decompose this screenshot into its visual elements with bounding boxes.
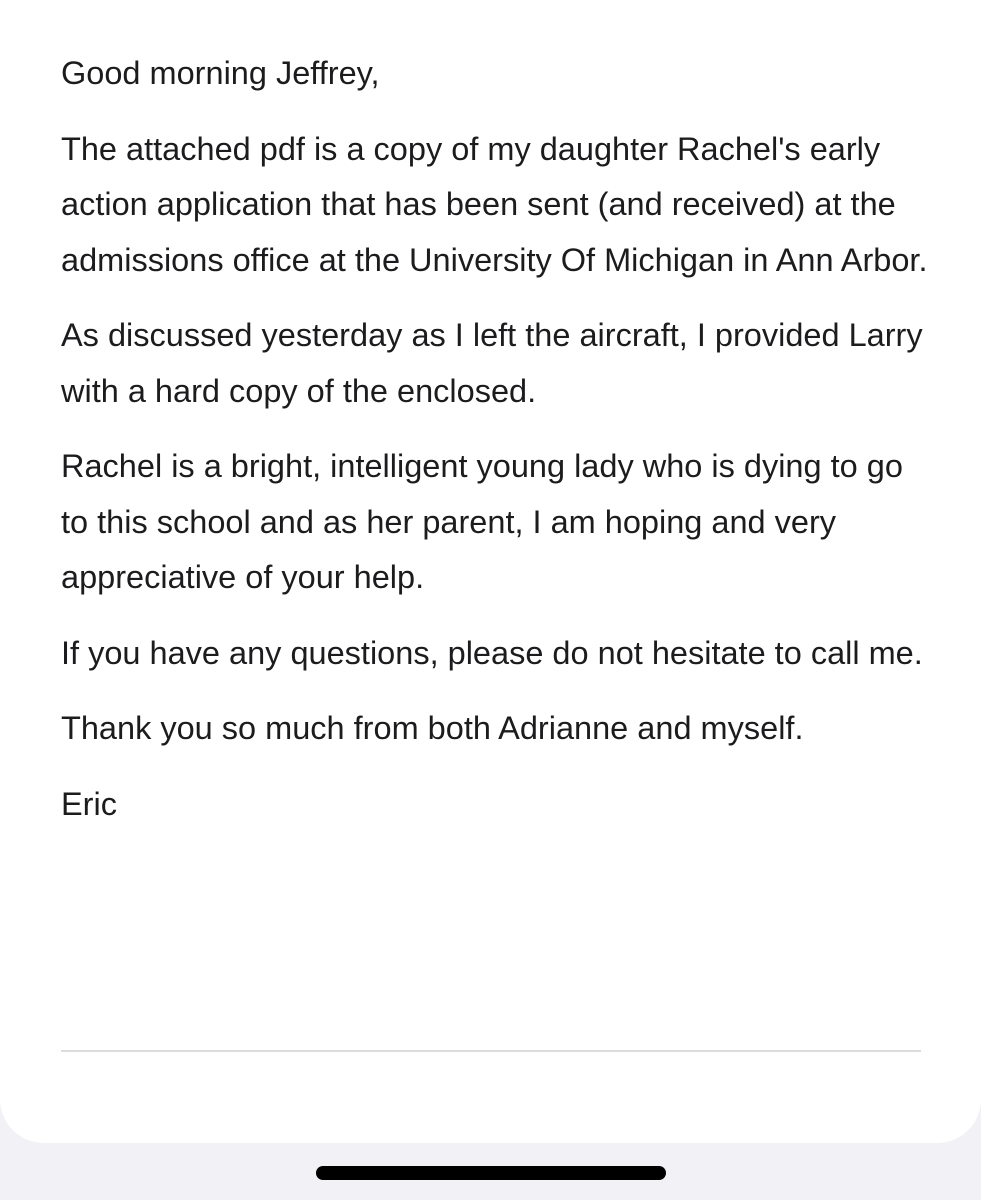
home-indicator[interactable] xyxy=(316,1166,666,1180)
email-footer-divider xyxy=(61,1050,921,1052)
email-paragraph-rachel: Rachel is a bright, intelligent young lady who is dying to go to this school and as her parent, I am hoping and very appreciative of your help. xyxy=(61,448,903,595)
email-paragraph-questions: If you have any questions, please do not hesitate to call me. xyxy=(61,634,923,671)
email-greeting: Good morning Jeffrey, xyxy=(61,55,380,91)
email-paragraph-thanks: Thank you so much from both Adrianne and myself. xyxy=(61,710,804,746)
email-signature: Eric xyxy=(61,785,117,822)
email-paragraph-hard-copy: As discussed yesterday as I left the aircraft, I provided Larry with a hard copy of the enclosed. xyxy=(61,317,923,409)
email-body xyxy=(61,46,931,852)
email-paragraph-attachment: The attached pdf is a copy of my daughter Rachel's early action application that has been sent (and received) at the admissions office at the University Of Michigan in Ann Arbor. xyxy=(61,130,928,278)
